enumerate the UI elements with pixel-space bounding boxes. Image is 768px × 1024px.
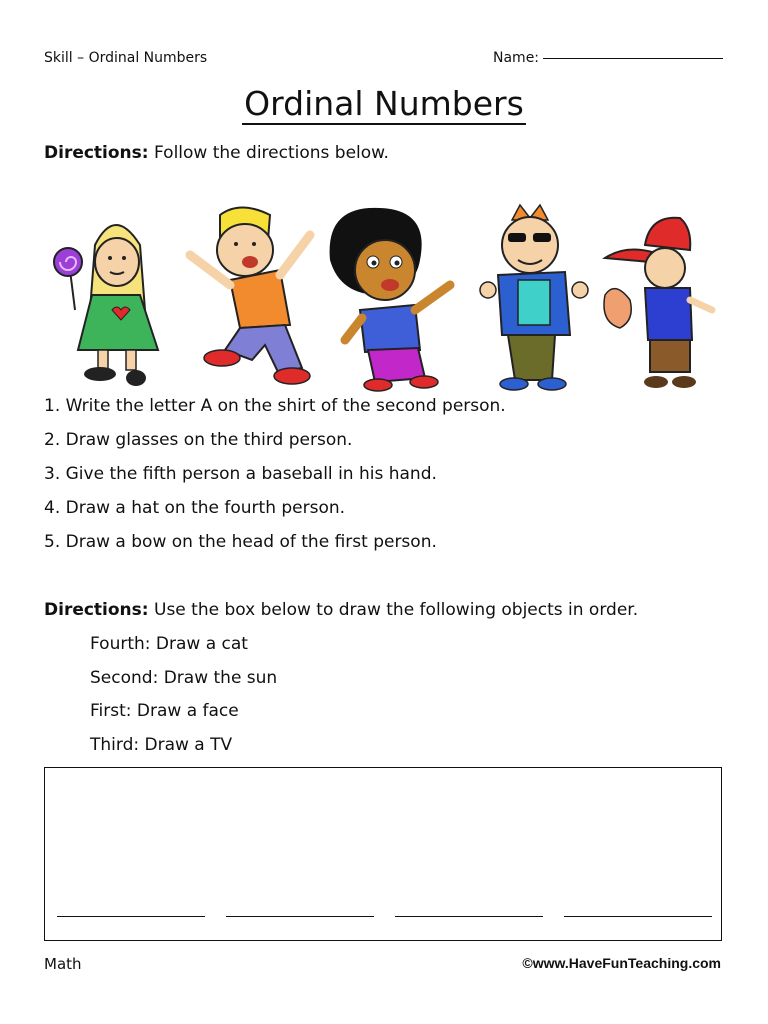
- page-title: [0, 84, 768, 123]
- object-item-3: First: Draw a face: [90, 701, 239, 721]
- name-blank-line[interactable]: [543, 58, 723, 59]
- name-label: Name:: [493, 50, 540, 66]
- person-4-boy-sunglasses: [480, 205, 588, 390]
- instruction-5: 5. Draw a bow on the head of the first person.: [44, 532, 437, 552]
- object-item-2: Second: Draw the sun: [90, 668, 278, 688]
- person-1-girl-with-lollipop: [54, 225, 158, 386]
- object-item-4: Third: Draw a TV: [90, 735, 233, 755]
- person-2-boy-jumping: [190, 208, 310, 385]
- instruction-1: 1. Write the letter A on the shirt of the second person.: [44, 396, 506, 416]
- blank-line-1[interactable]: [57, 916, 205, 917]
- five-cartoon-children-icon: [40, 200, 730, 400]
- instruction-2: 2. Draw glasses on the third person.: [44, 430, 353, 450]
- footer-subject: Math: [44, 955, 82, 973]
- directions-1-text: Follow the directions below.: [154, 143, 389, 163]
- person-3-girl-curly-hair: [330, 208, 450, 391]
- instruction-3: 3. Give the fifth person a baseball in his hand.: [44, 464, 437, 484]
- person-5-boy-red-cap: [604, 218, 712, 388]
- directions-2-label: Directions:: [44, 600, 149, 620]
- instruction-4: 4. Draw a hat on the fourth person.: [44, 498, 346, 518]
- page-title-text: Ordinal Numbers: [244, 84, 524, 123]
- footer-website-link[interactable]: ©www.HaveFunTeaching.com: [522, 955, 721, 971]
- directions-2-text: Use the box below to draw the following objects in order.: [154, 600, 639, 620]
- directions-1: [44, 143, 389, 163]
- name-field[interactable]: [493, 50, 723, 66]
- skill-label: Skill – Ordinal Numbers: [44, 50, 208, 66]
- drawing-box[interactable]: [44, 767, 722, 941]
- blank-line-4[interactable]: [564, 916, 712, 917]
- blank-line-2[interactable]: [226, 916, 374, 917]
- blank-line-3[interactable]: [395, 916, 543, 917]
- object-item-1: Fourth: Draw a cat: [90, 634, 248, 654]
- directions-2: [44, 600, 638, 620]
- directions-1-label: Directions:: [44, 143, 149, 163]
